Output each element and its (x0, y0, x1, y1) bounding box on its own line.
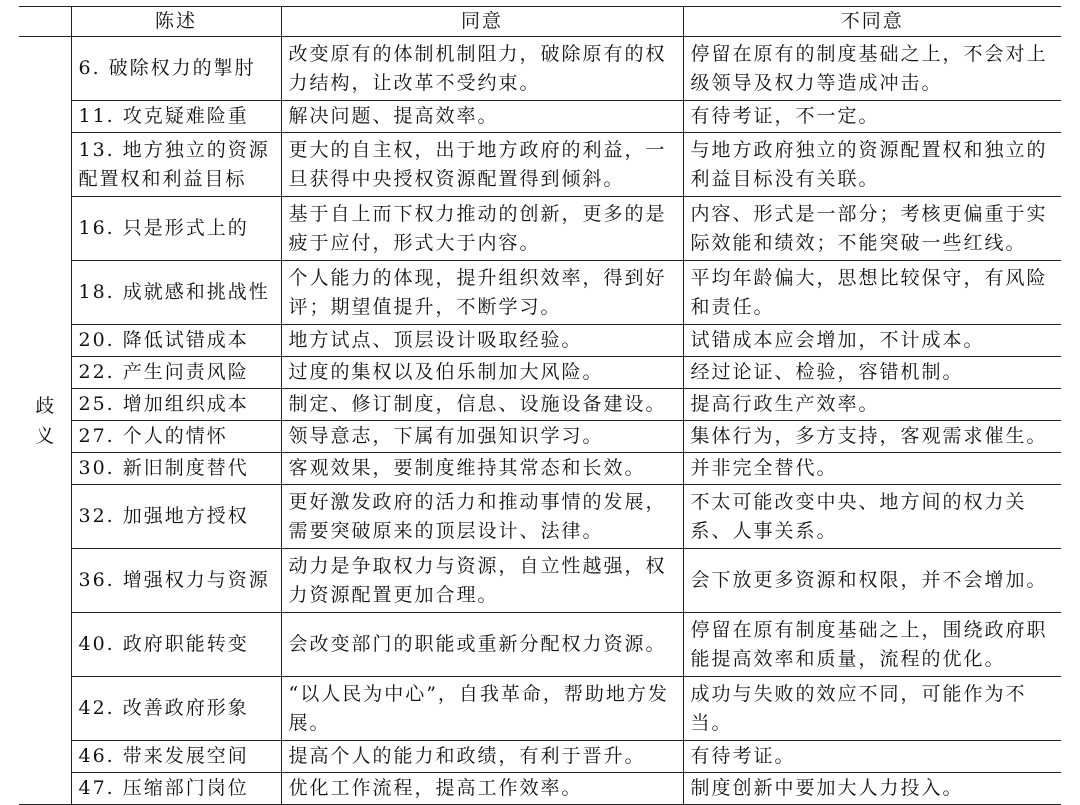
table-row (19, 421, 1061, 453)
statement-cell: 27. 个人的情怀 (71, 421, 281, 453)
category-char: 歧 (35, 394, 55, 417)
table-row (19, 485, 1061, 549)
agree-cell: 制定、修订制度，信息、设施设备建设。 (281, 389, 683, 421)
disagree-cell: 有待考证，不一定。 (683, 101, 1061, 133)
header-statement: 陈述 (71, 7, 281, 37)
table-row (19, 549, 1061, 613)
disagree-cell: 并非完全替代。 (683, 453, 1061, 485)
table-row (19, 357, 1061, 389)
disagree-cell: 集体行为，多方支持，客观需求催生。 (683, 421, 1061, 453)
disagree-cell: 经过论证、检验，容错机制。 (683, 357, 1061, 389)
statement-cell: 16. 只是形式上的 (71, 197, 281, 261)
disagree-cell: 内容、形式是一部分；考核更偏重于实际效能和绩效；不能突破一些红线。 (683, 197, 1061, 261)
table-row (19, 453, 1061, 485)
table-row (19, 773, 1061, 805)
statement-cell: 20. 降低试错成本 (71, 325, 281, 357)
agree-cell: 过度的集权以及伯乐制加大风险。 (281, 357, 683, 389)
disagree-cell: 不太可能改变中央、地方间的权力关系、人事关系。 (683, 485, 1061, 549)
statement-cell: 42. 改善政府形象 (71, 677, 281, 741)
statement-cell: 30. 新旧制度替代 (71, 453, 281, 485)
divergence-table (19, 6, 1061, 805)
header-agree: 同意 (281, 7, 683, 37)
table-row (19, 133, 1061, 197)
table-header-row (19, 7, 1061, 37)
disagree-cell: 平均年龄偏大，思想比较保守，有风险和责任。 (683, 261, 1061, 325)
table-row (19, 261, 1061, 325)
agree-cell: 改变原有的体制机制阻力，破除原有的权力结构，让改革不受约束。 (281, 37, 683, 101)
statement-cell: 11. 攻克疑难险重 (71, 101, 281, 133)
header-disagree: 不同意 (683, 7, 1061, 37)
agree-cell: 客观效果，要制度维持其常态和长效。 (281, 453, 683, 485)
agree-cell: 会改变部门的职能或重新分配权力资源。 (281, 613, 683, 677)
disagree-cell: 停留在原有的制度基础之上，不会对上级领导及权力等造成冲击。 (683, 37, 1061, 101)
category-char: 义 (35, 424, 55, 447)
agree-cell: 更大的自主权，出于地方政府的利益，一旦获得中央授权资源配置得到倾斜。 (281, 133, 683, 197)
agree-cell: 基于自上而下权力推动的创新，更多的是疲于应付，形式大于内容。 (281, 197, 683, 261)
disagree-cell: 试错成本应会增加，不计成本。 (683, 325, 1061, 357)
agree-cell: 更好激发政府的活力和推动事情的发展，需要突破原来的顶层设计、法律。 (281, 485, 683, 549)
disagree-cell: 会下放更多资源和权限，并不会增加。 (683, 549, 1061, 613)
statement-cell: 36. 增强权力与资源 (71, 549, 281, 613)
table-row (19, 613, 1061, 677)
agree-cell: 优化工作流程，提高工作效率。 (281, 773, 683, 805)
statement-cell: 13. 地方独立的资源配置权和利益目标 (71, 133, 281, 197)
statement-cell: 32. 加强地方授权 (71, 485, 281, 549)
disagree-cell: 提高行政生产效率。 (683, 389, 1061, 421)
disagree-cell: 制度创新中要加大人力投入。 (683, 773, 1061, 805)
agree-cell: 领导意志，下属有加强知识学习。 (281, 421, 683, 453)
agree-cell: 地方试点、顶层设计吸取经验。 (281, 325, 683, 357)
agree-cell: 提高个人的能力和政绩，有利于晋升。 (281, 741, 683, 773)
category-cell (19, 37, 71, 805)
disagree-cell: 有待考证。 (683, 741, 1061, 773)
statement-cell: 6. 破除权力的掣肘 (71, 37, 281, 101)
statement-cell: 40. 政府职能转变 (71, 613, 281, 677)
table-row (19, 677, 1061, 741)
disagree-cell: 与地方政府独立的资源配置权和独立的利益目标没有关联。 (683, 133, 1061, 197)
disagree-cell: 成功与失败的效应不同，可能作为不当。 (683, 677, 1061, 741)
table-row (19, 389, 1061, 421)
statement-cell: 22. 产生问责风险 (71, 357, 281, 389)
agree-cell: 动力是争取权力与资源，自立性越强，权力资源配置更加合理。 (281, 549, 683, 613)
agree-cell: 解决问题、提高效率。 (281, 101, 683, 133)
statement-cell: 25. 增加组织成本 (71, 389, 281, 421)
header-category (19, 7, 71, 37)
table-row (19, 197, 1061, 261)
table-row (19, 325, 1061, 357)
statement-cell: 18. 成就感和挑战性 (71, 261, 281, 325)
table-row (19, 101, 1061, 133)
statement-cell: 46. 带来发展空间 (71, 741, 281, 773)
agree-cell: “以人民为中心”，自我革命，帮助地方发展。 (281, 677, 683, 741)
disagree-cell: 停留在原有制度基础之上，围绕政府职能提高效率和质量，流程的优化。 (683, 613, 1061, 677)
table-row (19, 741, 1061, 773)
table-row (19, 37, 1061, 101)
agree-cell: 个人能力的体现，提升组织效率，得到好评；期望值提升，不断学习。 (281, 261, 683, 325)
statement-cell: 47. 压缩部门岗位 (71, 773, 281, 805)
